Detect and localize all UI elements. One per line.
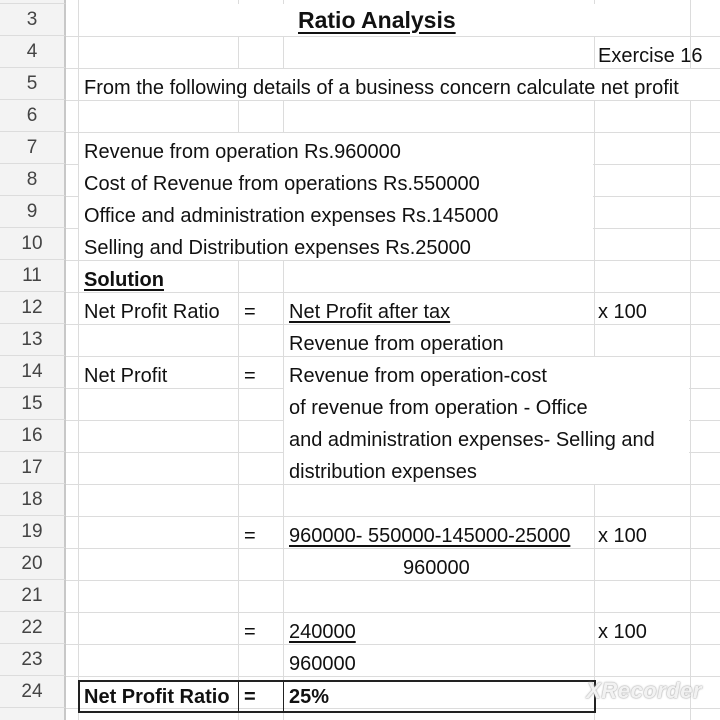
row-divider <box>66 292 720 293</box>
solution-heading: Solution <box>84 268 164 291</box>
net-profit-equals: = <box>244 364 256 387</box>
row-header-20[interactable]: 20 <box>0 548 66 580</box>
row-divider <box>66 612 720 613</box>
detail-cost: Cost of Revenue from operations Rs.550000 <box>84 172 480 195</box>
step1-multiplier: x 100 <box>598 524 647 547</box>
recorder-watermark: XRecorder <box>586 678 702 703</box>
row-divider <box>66 36 720 37</box>
row-header-7[interactable]: 7 <box>0 132 66 164</box>
net-profit-line-4: distribution expenses <box>289 460 477 483</box>
row-header-9[interactable]: 9 <box>0 196 66 228</box>
exercise-label: Exercise 16 <box>598 44 703 67</box>
result-box-divider <box>283 680 284 713</box>
step1-equals: = <box>244 524 256 547</box>
row-divider <box>66 516 720 517</box>
detail-office: Office and administration expenses Rs.145000 <box>84 204 499 227</box>
row-header-15[interactable]: 15 <box>0 388 66 420</box>
row-divider <box>66 676 720 677</box>
row-header-22[interactable]: 22 <box>0 612 66 644</box>
net-profit-label: Net Profit <box>84 364 168 387</box>
formula-label: Net Profit Ratio <box>84 300 220 323</box>
formula-equals: = <box>244 300 256 323</box>
row-divider <box>66 580 720 581</box>
step1-numerator: 960000- 550000-145000-25000 <box>289 524 571 547</box>
step2-multiplier: x 100 <box>598 620 647 643</box>
detail-selling: Selling and Distribution expenses Rs.25000 <box>84 236 471 259</box>
row-header-17[interactable]: 17 <box>0 452 66 484</box>
row-header-12[interactable]: 12 <box>0 292 66 324</box>
net-profit-line-3: and administration expenses- Selling and <box>289 428 655 451</box>
row-header-3[interactable]: 3 <box>0 4 66 36</box>
row-header-19[interactable]: 19 <box>0 516 66 548</box>
row-header-11[interactable]: 11 <box>0 260 66 292</box>
formula-multiplier: x 100 <box>598 300 647 323</box>
question-text: From the following details of a business concern calculate net profit <box>84 76 679 99</box>
page-title: Ratio Analysis <box>298 6 456 33</box>
row-header-bottom-strip <box>0 708 66 720</box>
net-profit-line-1: Revenue from operation-cost <box>289 364 547 387</box>
step1-denominator: 960000 <box>403 556 470 579</box>
formula-numerator: Net Profit after tax <box>289 300 451 323</box>
result-box-divider <box>238 680 239 713</box>
step2-equals: = <box>244 620 256 643</box>
step2-numerator: 240000 <box>289 620 356 643</box>
row-header-23[interactable]: 23 <box>0 644 66 676</box>
row-header-16[interactable]: 16 <box>0 420 66 452</box>
row-header-21[interactable]: 21 <box>0 580 66 612</box>
row-header-5[interactable]: 5 <box>0 68 66 100</box>
result-label: Net Profit Ratio <box>84 685 230 708</box>
net-profit-line-2: of revenue from operation - Office <box>289 396 588 419</box>
step2-denominator: 960000 <box>289 652 356 675</box>
formula-denominator: Revenue from operation <box>289 332 504 355</box>
row-header-13[interactable]: 13 <box>0 324 66 356</box>
row-header-6[interactable]: 6 <box>0 100 66 132</box>
result-equals: = <box>244 685 256 708</box>
result-value: 25% <box>289 685 330 708</box>
row-header-top-strip <box>0 0 66 4</box>
row-header-24[interactable]: 24 <box>0 676 66 708</box>
row-header-18[interactable]: 18 <box>0 484 66 516</box>
row-header-4[interactable]: 4 <box>0 36 66 68</box>
row-header-10[interactable]: 10 <box>0 228 66 260</box>
row-header-8[interactable]: 8 <box>0 164 66 196</box>
row-header-14[interactable]: 14 <box>0 356 66 388</box>
detail-revenue: Revenue from operation Rs.960000 <box>84 140 401 163</box>
